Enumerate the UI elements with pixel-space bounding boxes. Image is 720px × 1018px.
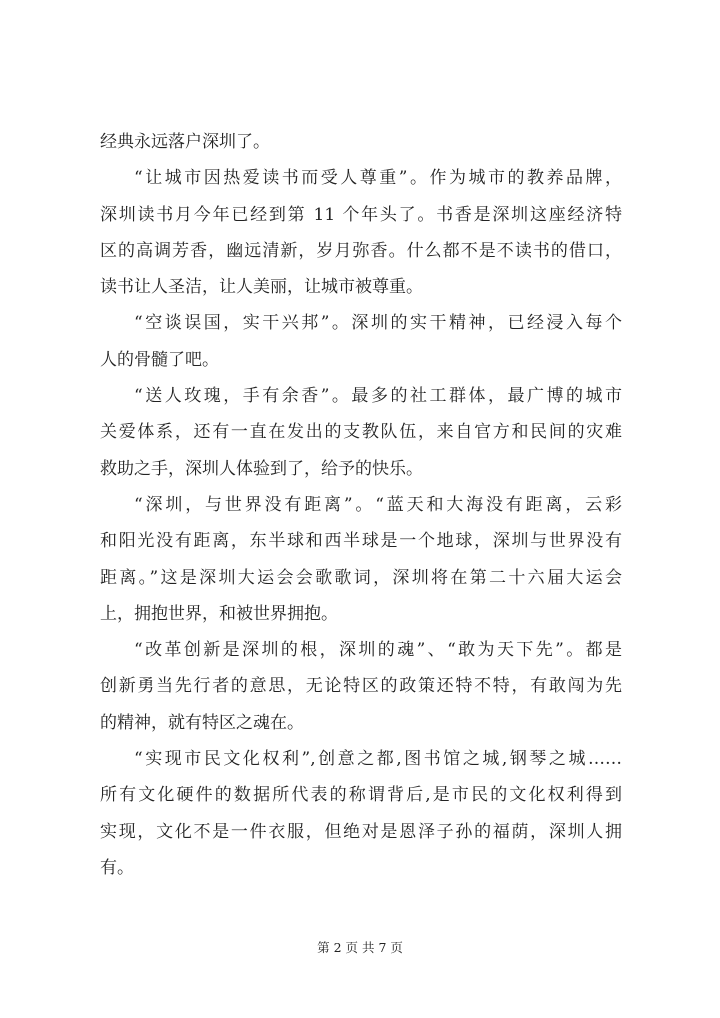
text-line: 创新勇当先行者的意思，无论特区的政策还特不特，有敢闯为先 [100, 676, 622, 697]
text-line: “实现市民文化权利”,创意之都,图书馆之城,钢琴之城…… [134, 749, 622, 770]
text-line: “让城市因热爱读书而受人尊重”。作为城市的教养品牌， [134, 168, 622, 189]
text-line: “改革创新是深圳的根，深圳的魂”、“敢为天下先”。都是 [134, 640, 622, 661]
paragraph [100, 632, 622, 741]
paragraph [100, 378, 622, 487]
text-line: 关爱体系，还有一直在发出的支教队伍，来自官方和民间的灾难 [100, 422, 622, 443]
document-body [100, 124, 622, 886]
text-line: 深圳读书月今年已经到第 11 个年头了。书香是深圳这座经济特 [100, 204, 622, 225]
paragraph [100, 124, 622, 160]
page-footer: 第 2 页 共 7 页 [317, 940, 403, 955]
text-line: 区的高调芳香，幽远清新，岁月弥香。什么都不是不读书的借口， [100, 240, 622, 261]
text-line: 实现，文化不是一件衣服，但绝对是恩泽子孙的福荫，深圳人拥 [100, 821, 622, 842]
text-line: 救助之手，深圳人体验到了，给予的快乐。 [100, 458, 423, 479]
text-line: 距离。”这是深圳大运会会歌歌词，深圳将在第二十六届大运会 [100, 567, 622, 588]
paragraph [100, 160, 622, 305]
text-line: “送人玫瑰，手有余香”。最多的社工群体，最广博的城市 [134, 386, 622, 407]
text-line: 所有文化硬件的数据所代表的称谓背后,是市民的文化权利得到 [100, 785, 622, 806]
paragraph [100, 487, 622, 632]
paragraph [100, 305, 622, 378]
text-line: 读书让人圣洁，让人美丽，让城市被尊重。 [100, 277, 423, 298]
text-line: 上，拥抱世界，和被世界拥抱。 [100, 603, 338, 624]
text-line: 人的骨髓了吧。 [100, 349, 219, 370]
text-line: “空谈误国，实干兴邦”。深圳的实干精神，已经浸入每个 [134, 313, 622, 334]
text-line: 经典永远落户深圳了。 [100, 132, 270, 152]
text-line: “深圳，与世界没有距离”。“蓝天和大海没有距离，云彩 [134, 494, 622, 515]
text-line: 有。 [100, 857, 134, 878]
paragraph [100, 741, 622, 886]
text-line: 和阳光没有距离，东半球和西半球是一个地球，深圳与世界没有 [100, 531, 622, 552]
text-line: 的精神，就有特区之魂在。 [100, 712, 304, 733]
